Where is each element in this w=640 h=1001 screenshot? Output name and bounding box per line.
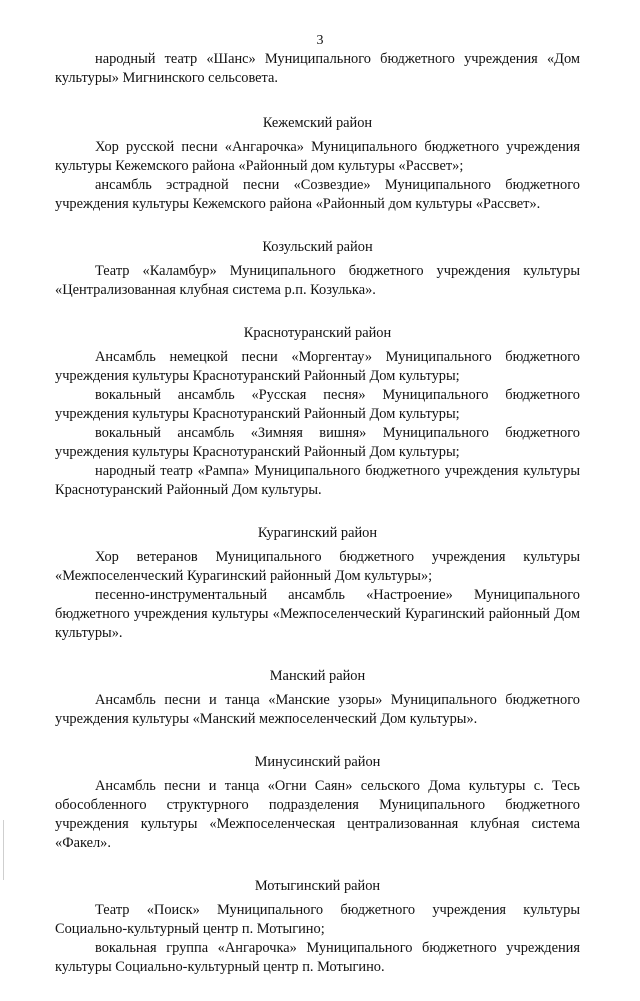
section-title: Краснотуранский район	[243, 325, 392, 341]
intro-block	[55, 50, 580, 88]
section-paragraph: Хор ветеранов Муниципального бюджетного учреждения культуры «Межпоселенческий Курагинский районный Дом культуры»;	[55, 549, 580, 584]
intro-paragraph: народный театр «Шанс» Муниципального бюджетного учреждения «Дом культуры» Мигнинского сельсовета.	[55, 51, 580, 86]
section-paragraph: Театр «Поиск» Муниципального бюджетного учреждения культуры Социально-культурный центр п. Мотыгино;	[55, 902, 580, 937]
section-paragraph: Ансамбль песни и танца «Огни Саян» сельского Дома культуры с. Тесь обособленного структурного подразделения Муниципального бюджетного учреждения культуры «Межпоселенческая централизованная клубная система «Факел».	[55, 778, 580, 851]
section-paragraph: вокальный ансамбль «Русская песня» Муниципального бюджетного учреждения культуры Краснотуранский Районный Дом культуры;	[55, 387, 580, 422]
section-motyginsky	[55, 877, 580, 977]
section-title: Минусинский район	[254, 754, 381, 770]
section-title: Мотыгинский район	[254, 878, 381, 894]
section-paragraph: ансамбль эстрадной песни «Созвездие» Муниципального бюджетного учреждения культуры Кежемского района «Районный дом культуры «Рассвет».	[55, 177, 580, 212]
section-paragraph: Ансамбль немецкой песни «Моргентау» Муниципального бюджетного учреждения культуры Краснотуранский Районный Дом культуры;	[55, 349, 580, 384]
section-minusinsky	[55, 753, 580, 853]
section-paragraph: народный театр «Рампа» Муниципального бюджетного учреждения культуры Краснотуранский Районный Дом культуры.	[55, 463, 580, 498]
section-title: Козульский район	[262, 239, 373, 255]
section-kuraginsky	[55, 524, 580, 643]
section-kozulsky	[55, 238, 580, 300]
section-title: Курагинский район	[257, 525, 378, 541]
section-krasnoturansky	[55, 324, 580, 500]
section-paragraph: Хор русской песни «Ангарочка» Муниципального бюджетного учреждения культуры Кежемского района «Районный дом культуры «Рассвет»;	[55, 139, 580, 174]
page-number: 3	[316, 33, 324, 48]
section-mansky	[55, 667, 580, 729]
section-paragraph: Ансамбль песни и танца «Манские узоры» Муниципального бюджетного учреждения культуры «Манский межпоселенческий Дом культуры».	[55, 692, 580, 727]
section-paragraph: вокальный ансамбль «Зимняя вишня» Муниципального бюджетного учреждения культуры Краснотуранский Районный Дом культуры;	[55, 425, 580, 460]
section-title: Манский район	[269, 668, 366, 684]
section-kezhemsky	[55, 114, 580, 214]
scan-edge-mark	[3, 820, 4, 880]
section-title: Кежемский район	[262, 115, 373, 131]
document-body	[55, 50, 580, 1001]
section-paragraph: вокальная группа «Ангарочка» Муниципального бюджетного учреждения культуры Социально-культурный центр п. Мотыгино.	[55, 940, 580, 975]
section-paragraph: песенно-инструментальный ансамбль «Настроение» Муниципального бюджетного учреждения культуры «Межпоселенческий Курагинский районный Дом культуры».	[55, 587, 580, 641]
section-paragraph: Театр «Каламбур» Муниципального бюджетного учреждения культуры «Централизованная клубная система р.п. Козулька».	[55, 263, 580, 298]
